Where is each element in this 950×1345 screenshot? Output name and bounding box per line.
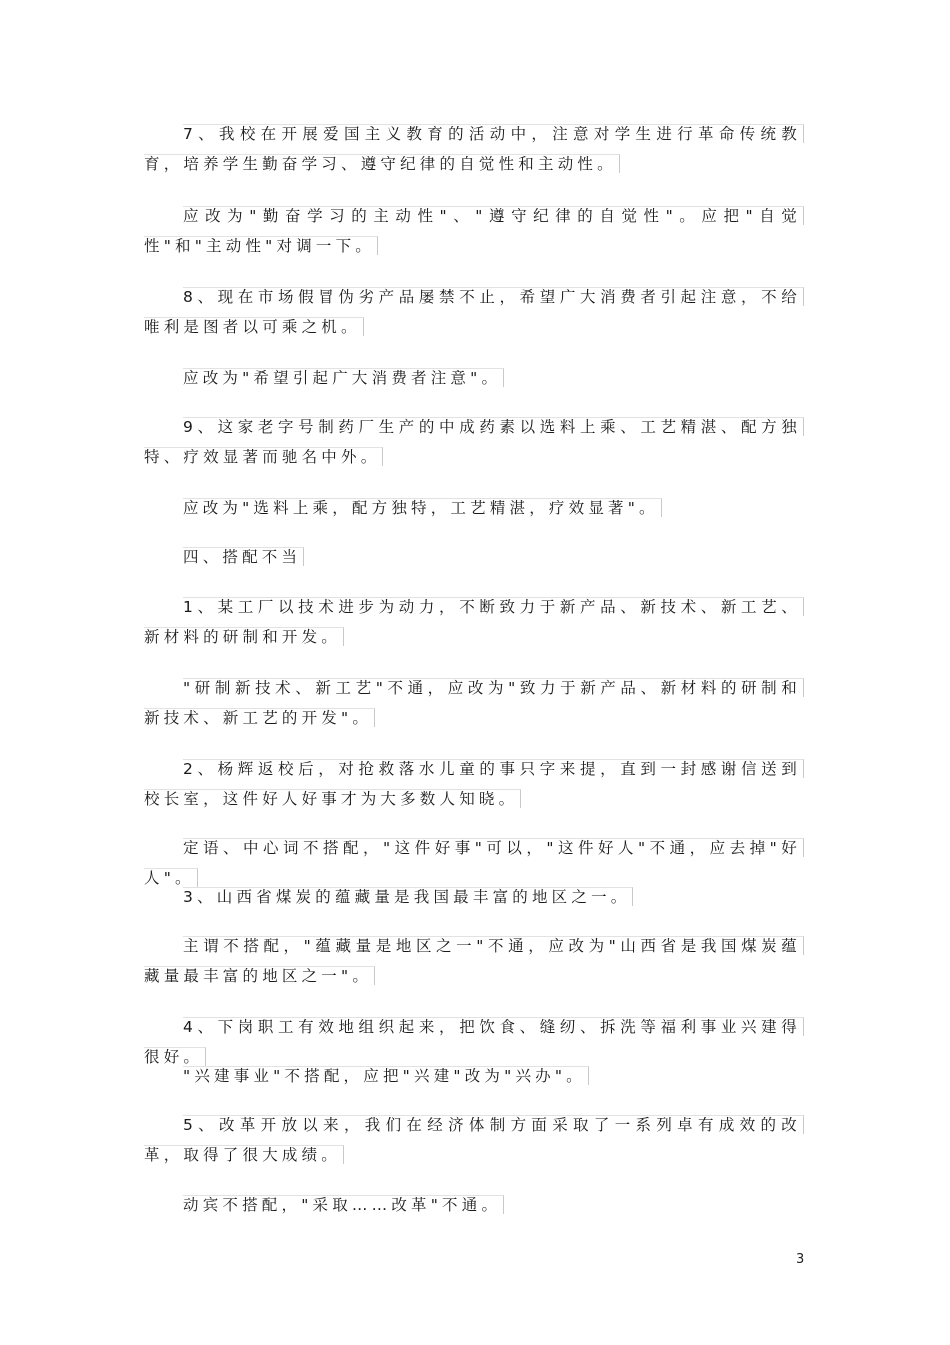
paragraph-text: 8、现在市场假冒伪劣产品屡禁不止，希望广大消费者引起注意，不给唯利是图者以可乘之机。 xyxy=(144,287,804,336)
page-number: 3 xyxy=(796,1252,805,1267)
paragraph-text: 主谓不搭配，"蕴藏量是地区之一"不通，应改为"山西省是我国煤炭蕴藏量最丰富的地区之一"。 xyxy=(144,936,804,985)
paragraph-s4-2 xyxy=(144,754,804,814)
paragraph-text: 9、这家老字号制药厂生产的中成药素以选料上乘、工艺精湛、配方独特、疗效显著而驰名中外。 xyxy=(144,417,804,466)
paragraph-s4-5-answer xyxy=(144,1190,804,1220)
paragraph-s4-1 xyxy=(144,592,804,652)
paragraph-8 xyxy=(144,282,804,342)
paragraph-text: 2、杨辉返校后，对抢救落水儿童的事只字来提，直到一封感谢信送到校长室，这件好人好事才为大多数人知晓。 xyxy=(144,759,804,808)
paragraph-text: 5、改革开放以来，我们在经济体制方面采取了一系列卓有成效的改革，取得了很大成绩。 xyxy=(144,1115,804,1164)
paragraph-9-answer xyxy=(144,493,804,523)
paragraph-s4-4-answer xyxy=(144,1061,804,1091)
paragraph-text: 1、某工厂以技术进步为动力，不断致力于新产品、新技术、新工艺、新材料的研制和开发。 xyxy=(144,597,804,646)
paragraph-text: 应改为"勤奋学习的主动性"、"遵守纪律的自觉性"。应把"自觉性"和"主动性"对调一下。 xyxy=(144,206,804,255)
paragraph-text: "研制新技术、新工艺"不通，应改为"致力于新产品、新材料的研制和新技术、新工艺的开发"。 xyxy=(144,678,804,727)
paragraph-text: 应改为"希望引起广大消费者注意"。 xyxy=(183,368,504,387)
paragraph-text: 动宾不搭配，"采取……改革"不通。 xyxy=(183,1195,504,1214)
paragraph-text: 3、山西省煤炭的蕴藏量是我国最丰富的地区之一。 xyxy=(183,887,633,906)
paragraph-7 xyxy=(144,119,804,179)
paragraph-s4-3 xyxy=(144,882,804,912)
section-heading xyxy=(144,542,804,572)
paragraph-7-answer xyxy=(144,201,804,261)
paragraph-text: 7、我校在开展爱国主义教育的活动中，注意对学生进行革命传统教育，培养学生勤奋学习、遵守纪律的自觉性和主动性。 xyxy=(144,124,804,173)
paragraph-s4-3-answer xyxy=(144,931,804,991)
paragraph-text: "兴建事业"不搭配，应把"兴建"改为"兴办"。 xyxy=(183,1066,589,1085)
paragraph-s4-5 xyxy=(144,1110,804,1170)
paragraph-9 xyxy=(144,412,804,472)
paragraph-text: 应改为"选料上乘，配方独特，工艺精湛，疗效显著"。 xyxy=(183,498,662,517)
paragraph-text: 定语、中心词不搭配，"这件好事"可以，"这件好人"不通，应去掉"好人"。 xyxy=(144,838,804,887)
paragraph-text: 4、下岗职工有效地组织起来，把饮食、缝纫、拆洗等福利事业兴建得很好。 xyxy=(144,1017,804,1066)
paragraph-s4-1-answer xyxy=(144,673,804,733)
paragraph-8-answer xyxy=(144,363,804,393)
section-heading-text: 四、搭配不当 xyxy=(183,547,304,566)
